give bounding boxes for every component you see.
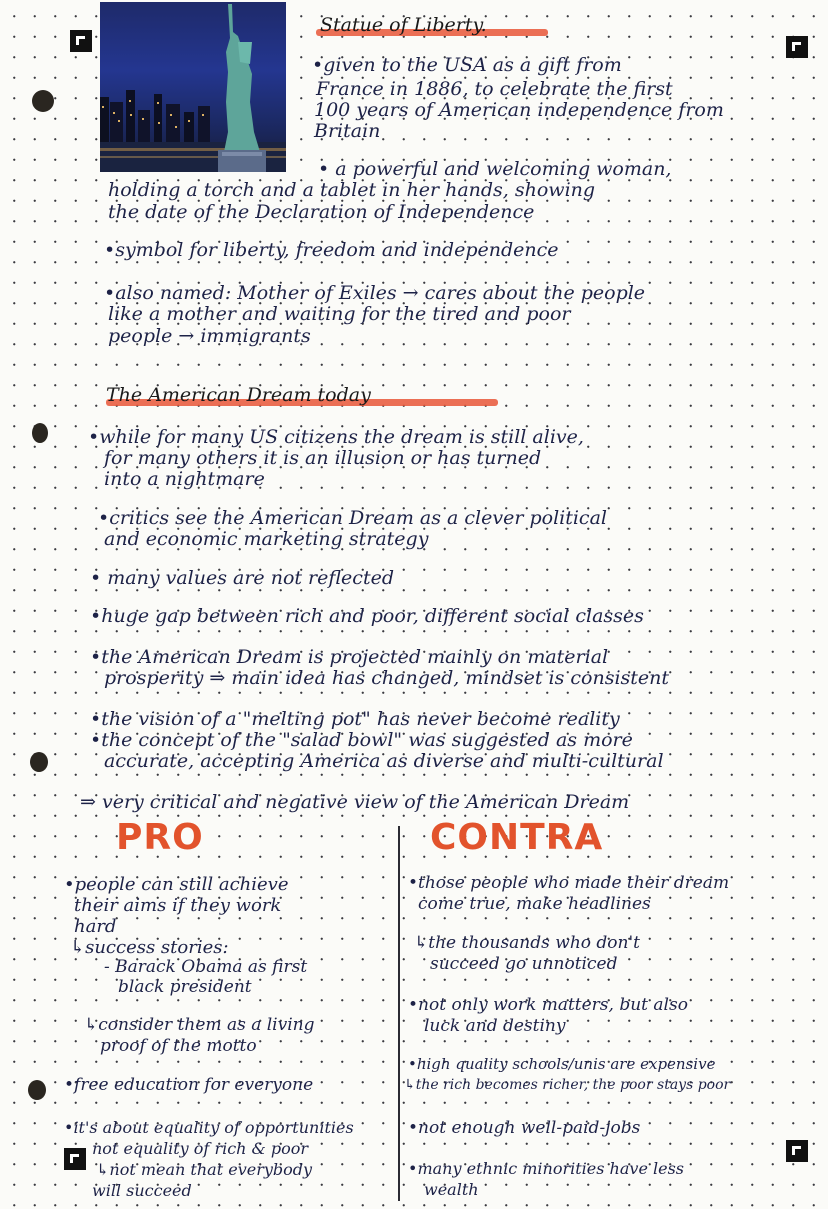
pro-line: ↳not mean that everybody <box>96 1160 313 1179</box>
pro-line: their aims if they work <box>74 895 282 916</box>
contra-line: •high quality schools/unis are expensive <box>408 1055 716 1073</box>
statue-title: Statue of Liberty. <box>320 14 487 36</box>
pro-line: hard <box>74 916 117 937</box>
statue-line: people → immigrants <box>108 325 311 347</box>
binder-hole-4 <box>28 1080 46 1100</box>
column-divider <box>398 826 400 1201</box>
pro-line: ↳success stories: <box>70 937 229 958</box>
statue-line: • a powerful and welcoming woman, <box>318 158 672 180</box>
dream-line: •the vision of a "melting pot" has never become reality <box>90 708 620 730</box>
dream-line: accurate, accepting America as diverse and multi-cultural <box>104 750 664 772</box>
statue-line: 100 years of American independence from <box>314 99 724 121</box>
statue-line: •given to the USA as a gift from <box>312 54 622 76</box>
pro-line: proof of the motto <box>100 1036 257 1056</box>
pro-line: black president <box>118 977 252 997</box>
pro-line: •free education for everyone <box>64 1075 314 1095</box>
statue-line: like a mother and waiting for the tired and poor <box>108 303 571 325</box>
dream-line: •huge gap between rich and poor, different social classes <box>90 605 644 627</box>
corner-marker-bottom-left <box>64 1148 86 1170</box>
contra-line: •not enough well-paid-jobs <box>408 1118 641 1138</box>
statue-line: •symbol for liberty, freedom and independence <box>104 239 559 261</box>
pro-line: - Barack Obama as first <box>104 957 308 977</box>
contra-line: succeed go unnoticed <box>430 954 618 974</box>
statue-line: holding a torch and a tablet in her hands, showing <box>108 179 596 201</box>
dream-line: and economic marketing strategy <box>104 528 429 550</box>
contra-line: come true, make headlines <box>418 894 651 914</box>
pro-heading: PRO <box>116 817 204 858</box>
binder-hole-1 <box>32 90 54 112</box>
contra-heading: CONTRA <box>430 817 604 858</box>
dream-line: •critics see the American Dream as a clever political <box>98 507 607 529</box>
statue-line: Britain <box>314 120 381 142</box>
dream-line: •while for many US citizens the dream is still alive, <box>88 426 584 448</box>
contra-line: •many ethnic minorities have less <box>408 1159 684 1178</box>
corner-marker-bottom-right <box>786 1140 808 1162</box>
pro-line: ↳consider them as a living <box>84 1015 315 1035</box>
contra-line: ↳the thousands who don't <box>414 933 640 953</box>
corner-marker-top-left <box>70 30 92 52</box>
dream-line: • many values are not reflected <box>90 567 394 589</box>
binder-hole-3 <box>30 752 48 772</box>
contra-line: •those people who made their dream <box>408 873 730 893</box>
contra-line: wealth <box>424 1180 479 1199</box>
dream-line: prosperity ⇒ main idea has changed, mindset is consistent <box>104 667 670 689</box>
contra-line: •not only work matters, but also <box>408 995 688 1015</box>
dream-title: The American Dream today <box>106 384 371 406</box>
statue-of-liberty-photo <box>100 2 286 172</box>
pro-line: •it's about equality of opportunities <box>64 1118 354 1137</box>
contra-line: luck and destiny <box>424 1016 566 1036</box>
corner-marker-top-right <box>786 36 808 58</box>
dream-line: for many others it is an illusion or has turned <box>104 447 542 469</box>
contra-line: ↳the rich becomes richer, the poor stays poor <box>404 1077 731 1093</box>
binder-hole-2 <box>32 423 48 443</box>
statue-line: France in 1886, to celebrate the first <box>316 78 673 100</box>
dream-conclusion: ⇒ very critical and negative view of the American Dream <box>80 791 630 813</box>
dream-line: into a nightmare <box>104 468 265 490</box>
statue-line: •also named: Mother of Exiles → cares about the people <box>104 282 646 304</box>
dream-line: •the American Dream is projected mainly on material <box>90 646 609 668</box>
dream-line: •the concept of the "salad bowl" was suggested as more <box>90 729 633 751</box>
pro-line: not equality of rich & poor <box>92 1139 309 1158</box>
statue-line: the date of the Declaration of Independence <box>108 201 535 223</box>
pro-line: •people can still achieve <box>64 874 289 895</box>
pro-line: will succeed <box>92 1181 192 1200</box>
